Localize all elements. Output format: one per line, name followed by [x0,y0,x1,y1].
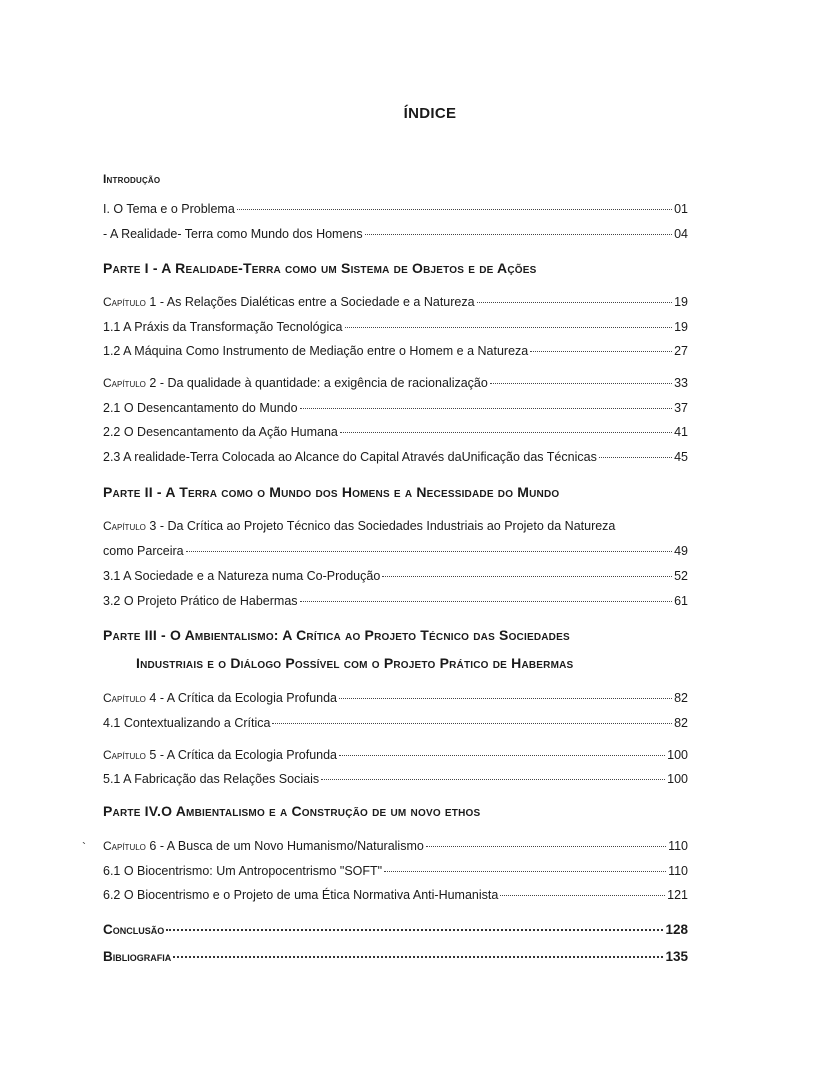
dot-leader [300,601,673,602]
entry-text: Bibliografia [103,949,172,964]
entry-text: 2 - Da qualidade à quantidade: a exigência de racionalização [149,376,488,390]
toc-entry-2-1[interactable] [103,401,688,419]
toc-entry-3-2[interactable] [103,594,688,612]
part-1-heading: Parte I - A Realidade-Terra como um Sistema de Objetos e de Ações [103,260,537,276]
part-3-heading-cont: Industriais e o Diálogo Possível com o Projeto Prático de Habermas [136,655,574,671]
part-2-heading: Parte II - A Terra como o Mundo dos Homens e a Necessidade do Mundo [103,484,560,500]
page-number: 52 [674,569,688,583]
entry-text: 4 - A Crítica da Ecologia Profunda [149,691,338,705]
dot-leader [340,432,672,433]
toc-entry-2-3[interactable] [103,450,688,468]
toc-entry-4-1[interactable] [103,716,688,734]
page-number: 128 [665,922,688,937]
entry-text: 4.1 Contextualizando a Crítica [103,716,271,730]
page-number: 82 [674,691,688,705]
toc-entry-cap6[interactable] [103,839,688,857]
page-number: 04 [674,227,688,241]
dot-leader [477,302,673,303]
entry-text: 1.2 A Máquina Como Instrumento de Mediação entre o Homem e a Natureza [103,344,529,358]
dot-leader [166,929,663,931]
page-number: 110 [668,839,688,853]
dot-leader [237,209,672,210]
dot-leader [384,871,666,872]
entry-text: 6 - A Busca de um Novo Humanismo/Naturalismo [149,839,424,853]
entry-text: 3.1 A Sociedade e a Natureza numa Co-Produção [103,569,381,583]
page-number: 110 [668,864,688,878]
page-number: 19 [674,320,688,334]
dot-leader [339,755,665,756]
dot-leader [272,723,672,724]
page-number: 49 [674,544,688,558]
entry-text: 1.1 A Práxis da Transformação Tecnológica [103,320,343,334]
toc-entry-6-1[interactable] [103,864,688,882]
dot-leader [500,895,665,896]
page-number: 100 [667,772,688,786]
entry-text: 5.1 A Fabricação das Relações Sociais [103,772,320,786]
chapter-label: Capítulo [103,519,146,533]
dot-leader [345,327,673,328]
toc-entry-cap3-cont[interactable] [103,544,688,562]
page-number: 33 [674,376,688,390]
toc-entry-1-2[interactable] [103,344,688,362]
entry-text: 3 - Da Crítica ao Projeto Técnico das Sociedades Industriais ao Projeto da Natureza [149,519,616,533]
part-3-heading: Parte III - O Ambientalismo: A Crítica ao Projeto Técnico das Sociedades [103,627,570,643]
entry-text: 2.3 A realidade-Terra Colocada ao Alcance do Capital Através daUnificação das Técnicas [103,450,597,464]
toc-entry-realidade[interactable] [103,227,688,245]
entry-text: Conclusão [103,922,165,937]
chapter-label: Capítulo [103,295,146,309]
toc-entry-3-1[interactable] [103,569,688,587]
dot-leader [300,408,673,409]
toc-entry-cap3[interactable] [103,519,688,537]
entry-text: 2.2 O Desencantamento da Ação Humana [103,425,338,439]
dot-leader [173,956,663,958]
dot-leader [599,457,672,458]
dot-leader [490,383,672,384]
toc-entry-1-1[interactable] [103,320,688,338]
chapter-label: Capítulo [103,839,146,853]
page-number: 27 [674,344,688,358]
toc-entry-5-1[interactable] [103,772,688,790]
entry-text: 6.1 O Biocentrismo: Um Antropocentrismo "SOFT" [103,864,383,878]
page-number: 100 [667,748,688,762]
toc-entry-tema[interactable] [103,202,688,220]
page-number: 61 [674,594,688,608]
toc-entry-cap4[interactable] [103,691,688,709]
page-number: 121 [667,888,688,902]
margin-mark: ` [82,840,86,854]
entry-text: 2.1 O Desencantamento do Mundo [103,401,298,415]
toc-entry-6-2[interactable] [103,888,688,906]
dot-leader [321,779,665,780]
toc-entry-conclusao[interactable] [103,922,688,940]
dot-leader [530,351,672,352]
entry-text: I. O Tema e o Problema [103,202,235,216]
dot-leader [382,576,672,577]
page-number: 37 [674,401,688,415]
intro-heading: Introdução [103,172,161,186]
toc-entry-cap5[interactable] [103,748,688,766]
toc-entry-cap2[interactable] [103,376,688,394]
page-number: 41 [674,425,688,439]
chapter-label: Capítulo [103,748,146,762]
chapter-label: Capítulo [103,376,146,390]
dot-leader [339,698,672,699]
entry-text: 1 - As Relações Dialéticas entre a Sociedade e a Natureza [149,295,475,309]
toc-entry-cap1[interactable] [103,295,688,313]
entry-text: - A Realidade- Terra como Mundo dos Homens [103,227,363,241]
toc-entry-bibliografia[interactable] [103,949,688,967]
entry-text: como Parceira [103,544,184,558]
dot-leader [186,551,673,552]
page-number: 82 [674,716,688,730]
dot-leader [365,234,672,235]
part-4-heading: Parte IV.O Ambientalismo e a Construção de um novo ethos [103,803,481,819]
page-title: ÍNDICE [403,105,457,122]
dot-leader [426,846,666,847]
page-number: 01 [674,202,688,216]
page-number: 45 [674,450,688,464]
page-number: 19 [674,295,688,309]
page-number: 135 [665,949,688,964]
entry-text: 5 - A Crítica da Ecologia Profunda [149,748,338,762]
chapter-label: Capítulo [103,691,146,705]
entry-text: 3.2 O Projeto Prático de Habermas [103,594,298,608]
entry-text: 6.2 O Biocentrismo e o Projeto de uma Ética Normativa Anti-Humanista [103,888,499,902]
toc-entry-2-2[interactable] [103,425,688,443]
